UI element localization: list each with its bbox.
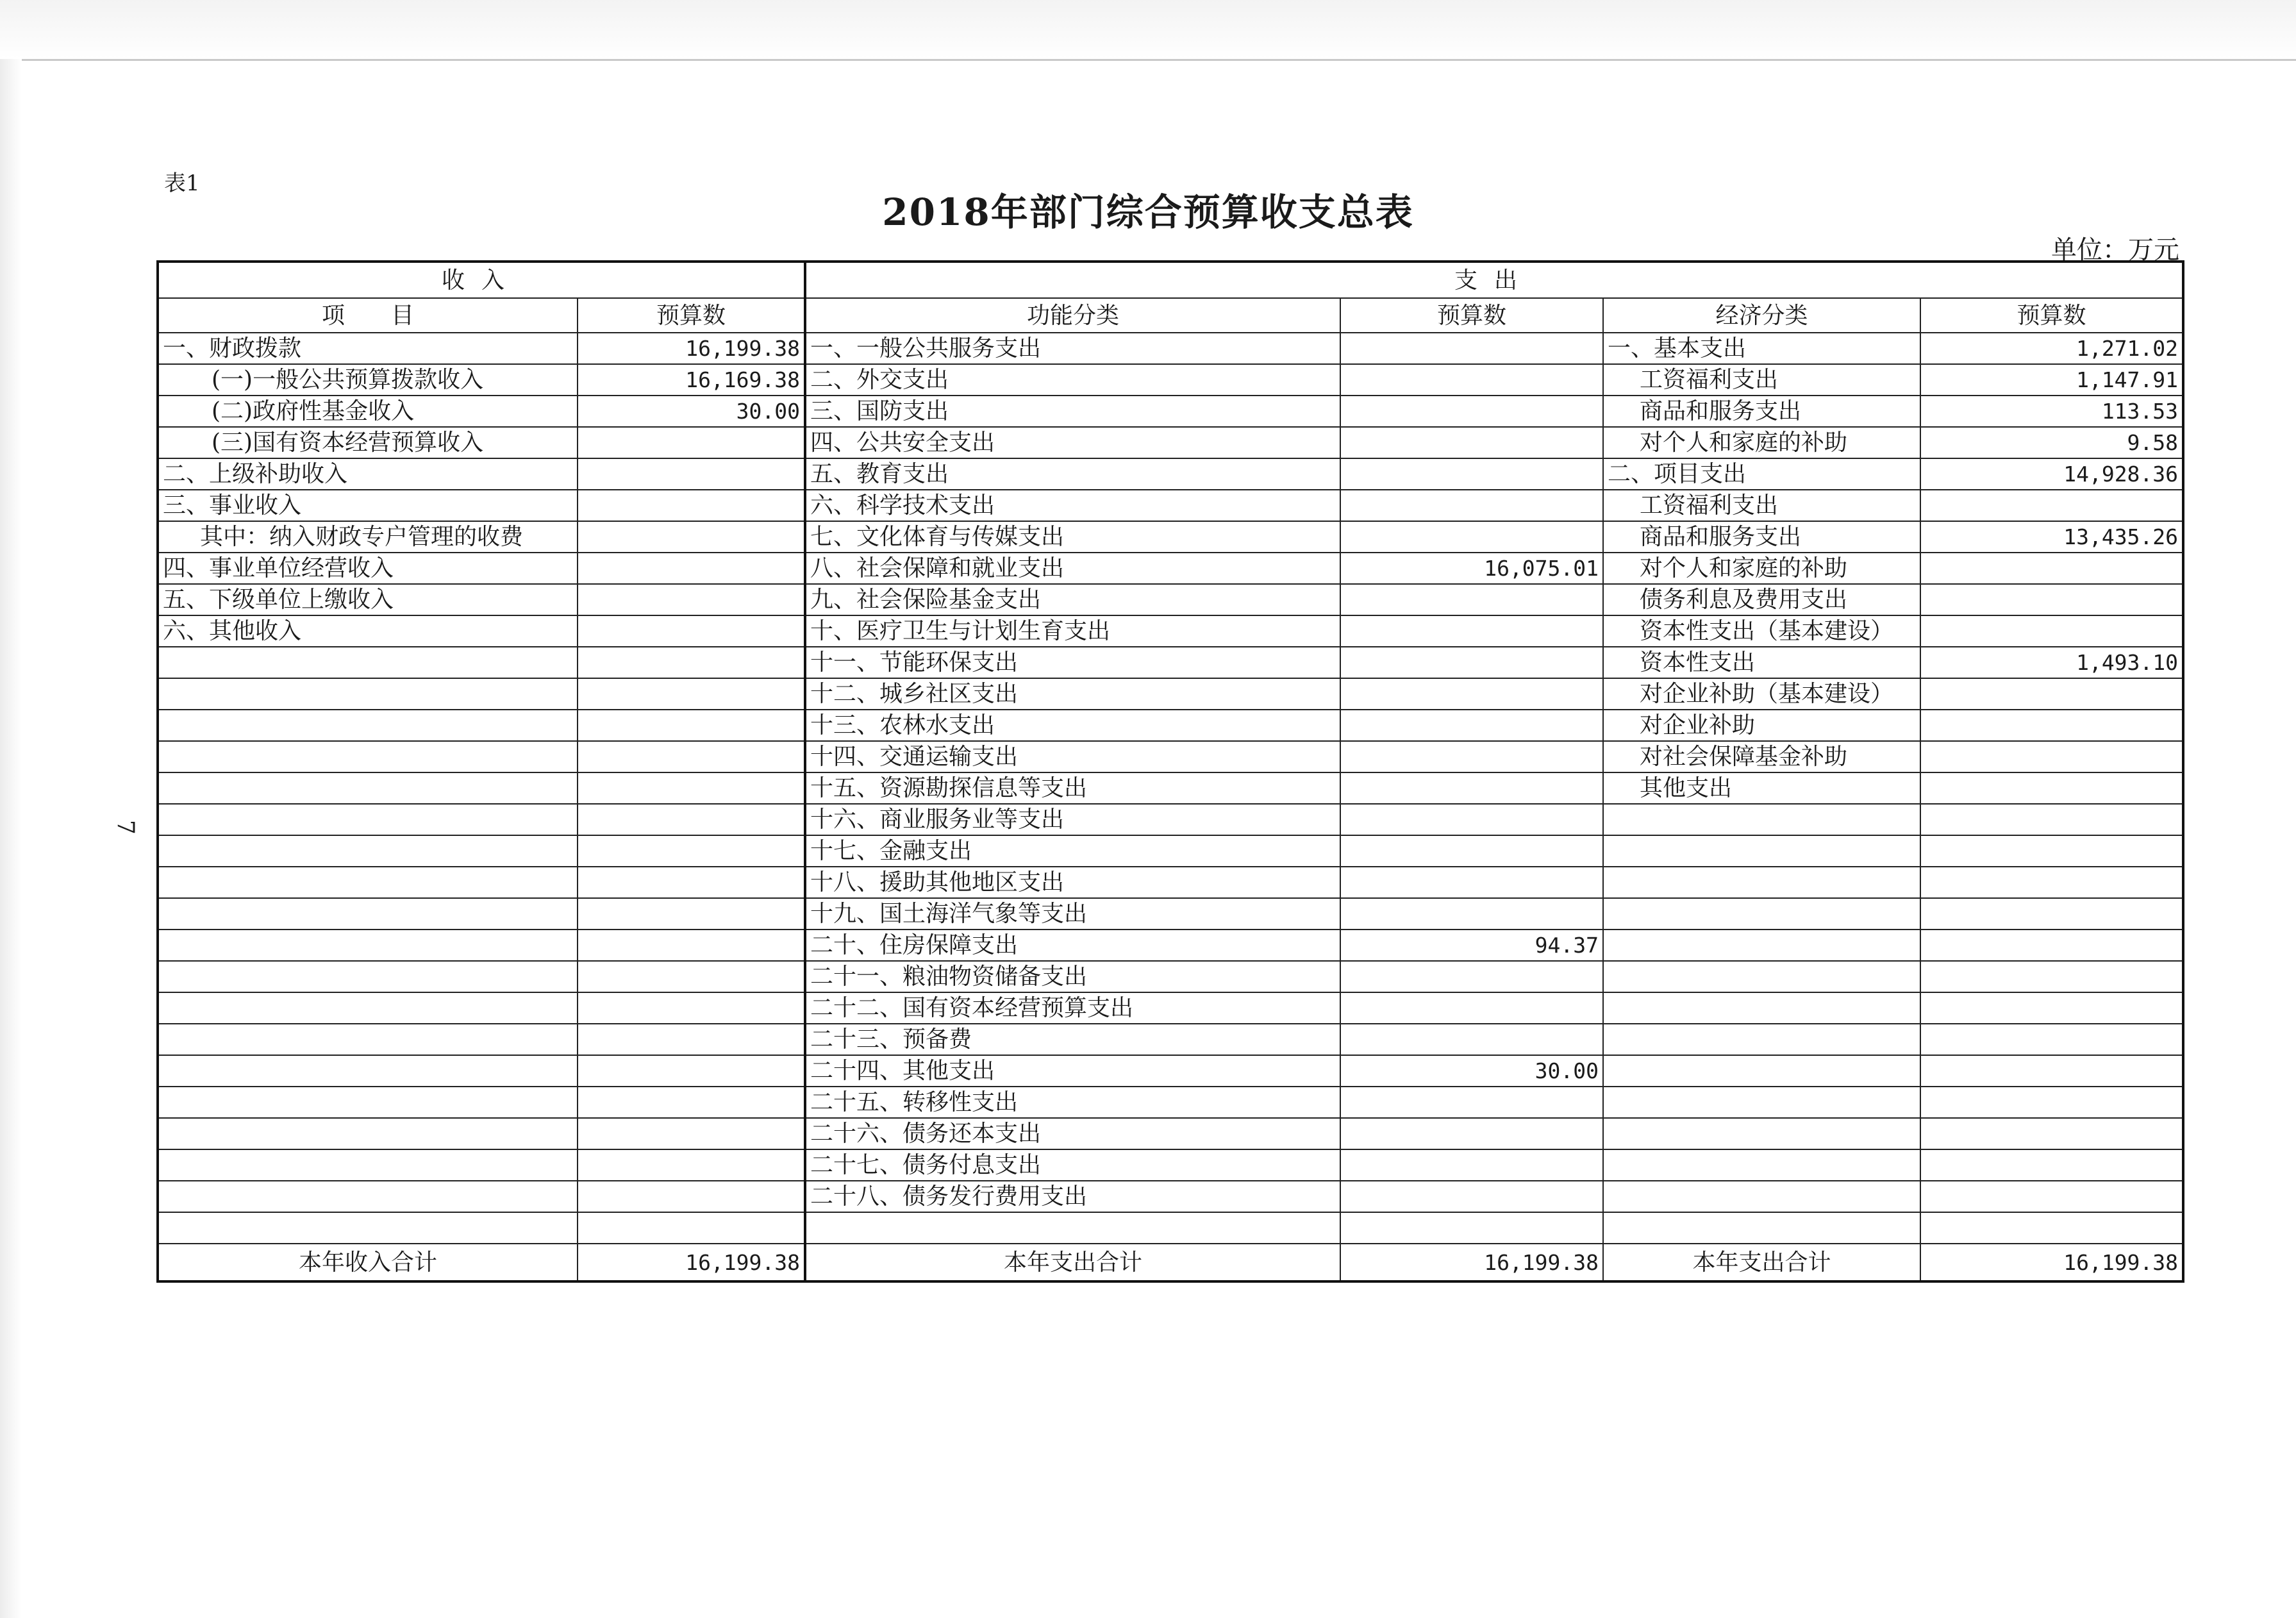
func-item-cell xyxy=(805,1212,1340,1244)
econ-amount-cell xyxy=(1920,584,2183,615)
econ-item-cell xyxy=(1603,835,1920,867)
func-amount-cell xyxy=(1340,490,1603,521)
table-row xyxy=(158,898,2183,930)
econ-amount-cell xyxy=(1920,898,2183,930)
table-row xyxy=(158,772,2183,804)
table-row xyxy=(158,1212,2183,1244)
func-item-cell: 八、社会保障和就业支出 xyxy=(805,553,1340,584)
func-amount-cell xyxy=(1340,427,1603,458)
func-item-cell: 二十七、债务付息支出 xyxy=(805,1149,1340,1181)
income-item-cell: 其中：纳入财政专户管理的收费 xyxy=(158,521,578,553)
expense-group-header: 支出 xyxy=(805,262,2183,298)
func-amount-cell xyxy=(1340,741,1603,772)
econ-amount-cell: 113.53 xyxy=(1920,396,2183,427)
func-amount-cell xyxy=(1340,396,1603,427)
econ-item-cell: 工资福利支出 xyxy=(1603,364,1920,396)
income-group-header: 收入 xyxy=(158,262,805,298)
income-amount-cell: 16,169.38 xyxy=(578,364,805,396)
col-header-econ-item: 经济分类 xyxy=(1603,298,1920,333)
func-item-cell: 十二、城乡社区支出 xyxy=(805,678,1340,710)
income-item-cell xyxy=(158,772,578,804)
func-amount-cell xyxy=(1340,867,1603,898)
func-amount-cell xyxy=(1340,458,1603,490)
table-row xyxy=(158,710,2183,741)
econ-amount-cell: 13,435.26 xyxy=(1920,521,2183,553)
econ-amount-cell xyxy=(1920,710,2183,741)
table-row xyxy=(158,1149,2183,1181)
col-header-income-amount: 预算数 xyxy=(578,298,805,333)
col-header-econ-amount: 预算数 xyxy=(1920,298,2183,333)
econ-item-cell: 对社会保障基金补助 xyxy=(1603,741,1920,772)
page-title: 2018年部门综合预算收支总表 xyxy=(882,190,1414,234)
income-item-cell xyxy=(158,1118,578,1149)
func-amount-cell xyxy=(1340,710,1603,741)
func-item-cell: 十、医疗卫生与计划生育支出 xyxy=(805,615,1340,647)
econ-amount-cell: 1,493.10 xyxy=(1920,647,2183,678)
income-amount-cell xyxy=(578,1024,805,1055)
econ-amount-cell: 9.58 xyxy=(1920,427,2183,458)
econ-item-cell xyxy=(1603,867,1920,898)
income-amount-cell xyxy=(578,835,805,867)
econ-amount-cell xyxy=(1920,1212,2183,1244)
income-amount-cell xyxy=(578,992,805,1024)
scan-left-edge xyxy=(0,59,22,1618)
econ-item-cell: 资本性支出（基本建设） xyxy=(1603,615,1920,647)
income-amount-cell xyxy=(578,1181,805,1212)
func-item-cell: 二十五、转移性支出 xyxy=(805,1087,1340,1118)
income-amount-cell xyxy=(578,1055,805,1087)
func-amount-cell xyxy=(1340,615,1603,647)
group-header-row xyxy=(158,262,2183,298)
table-row xyxy=(158,1024,2183,1055)
income-item-cell xyxy=(158,678,578,710)
income-amount-cell: 16,199.38 xyxy=(578,333,805,364)
income-amount-cell xyxy=(578,804,805,835)
totals-row xyxy=(158,1244,2183,1281)
econ-item-cell: 其他支出 xyxy=(1603,772,1920,804)
econ-item-cell: 工资福利支出 xyxy=(1603,490,1920,521)
col-header-func-amount: 预算数 xyxy=(1340,298,1603,333)
table-row xyxy=(158,427,2183,458)
scan-top-edge xyxy=(0,0,2296,61)
income-item-cell xyxy=(158,1055,578,1087)
func-amount-cell xyxy=(1340,1118,1603,1149)
func-amount-cell xyxy=(1340,772,1603,804)
income-amount-cell xyxy=(578,1118,805,1149)
income-item-cell: (三)国有资本经营预算收入 xyxy=(158,427,578,458)
table-row xyxy=(158,930,2183,961)
func-amount-cell xyxy=(1340,992,1603,1024)
income-amount-cell xyxy=(578,490,805,521)
income-item-cell xyxy=(158,835,578,867)
func-amount-cell xyxy=(1340,1024,1603,1055)
econ-amount-cell xyxy=(1920,553,2183,584)
econ-amount-cell xyxy=(1920,1181,2183,1212)
func-item-cell: 十三、农林水支出 xyxy=(805,710,1340,741)
func-amount-cell xyxy=(1340,1181,1603,1212)
func-amount-cell xyxy=(1340,678,1603,710)
income-item-cell: 五、下级单位上缴收入 xyxy=(158,584,578,615)
func-amount-cell xyxy=(1340,364,1603,396)
econ-item-cell: 二、项目支出 xyxy=(1603,458,1920,490)
income-amount-cell xyxy=(578,772,805,804)
func-item-cell: 二十二、国有资本经营预算支出 xyxy=(805,992,1340,1024)
table-row xyxy=(158,490,2183,521)
income-item-cell xyxy=(158,804,578,835)
func-item-cell: 十六、商业服务业等支出 xyxy=(805,804,1340,835)
budget-table xyxy=(156,260,2184,1283)
income-amount-cell xyxy=(578,930,805,961)
econ-item-cell xyxy=(1603,1181,1920,1212)
income-amount-cell xyxy=(578,898,805,930)
func-item-cell: 二十一、粮油物资储备支出 xyxy=(805,961,1340,992)
func-item-cell: 十四、交通运输支出 xyxy=(805,741,1340,772)
income-amount-cell xyxy=(578,553,805,584)
econ-item-cell xyxy=(1603,1118,1920,1149)
income-amount-cell xyxy=(578,647,805,678)
econ-amount-cell xyxy=(1920,867,2183,898)
econ-item-cell: 商品和服务支出 xyxy=(1603,521,1920,553)
econ-item-cell: 对企业补助（基本建设） xyxy=(1603,678,1920,710)
unit-label: 单位：万元 xyxy=(2051,235,2179,265)
econ-amount-cell: 1,271.02 xyxy=(1920,333,2183,364)
econ-amount-cell xyxy=(1920,992,2183,1024)
table-row xyxy=(158,961,2183,992)
income-amount-cell xyxy=(578,678,805,710)
table-row xyxy=(158,678,2183,710)
income-item-cell: 三、事业收入 xyxy=(158,490,578,521)
income-item-cell xyxy=(158,710,578,741)
income-amount-cell xyxy=(578,521,805,553)
econ-item-cell: 一、基本支出 xyxy=(1603,333,1920,364)
econ-total-amount: 16,199.38 xyxy=(1920,1244,2183,1281)
econ-amount-cell xyxy=(1920,741,2183,772)
income-item-cell xyxy=(158,647,578,678)
func-amount-cell xyxy=(1340,647,1603,678)
table-row xyxy=(158,364,2183,396)
func-item-cell: 二十三、预备费 xyxy=(805,1024,1340,1055)
income-item-cell xyxy=(158,1149,578,1181)
income-item-cell: 一、财政拨款 xyxy=(158,333,578,364)
income-amount-cell xyxy=(578,1212,805,1244)
page-number: 7 xyxy=(112,820,138,835)
econ-amount-cell: 14,928.36 xyxy=(1920,458,2183,490)
income-item-cell: 六、其他收入 xyxy=(158,615,578,647)
func-amount-cell: 16,075.01 xyxy=(1340,553,1603,584)
column-header-row xyxy=(158,298,2183,333)
table-row xyxy=(158,992,2183,1024)
func-amount-cell xyxy=(1340,1087,1603,1118)
econ-item-cell: 对企业补助 xyxy=(1603,710,1920,741)
econ-item-cell xyxy=(1603,1149,1920,1181)
econ-item-cell xyxy=(1603,804,1920,835)
income-amount-cell xyxy=(578,867,805,898)
econ-item-cell xyxy=(1603,1024,1920,1055)
func-amount-cell xyxy=(1340,898,1603,930)
table-row xyxy=(158,333,2183,364)
col-header-func-item: 功能分类 xyxy=(805,298,1340,333)
func-amount-cell xyxy=(1340,521,1603,553)
table-row xyxy=(158,1118,2183,1149)
table-row xyxy=(158,867,2183,898)
func-item-cell: 五、教育支出 xyxy=(805,458,1340,490)
econ-amount-cell xyxy=(1920,772,2183,804)
table-row xyxy=(158,835,2183,867)
income-item-cell xyxy=(158,1087,578,1118)
income-amount-cell xyxy=(578,741,805,772)
income-amount-cell: 30.00 xyxy=(578,396,805,427)
table-label: 表1 xyxy=(164,171,200,196)
income-total-label: 本年收入合计 xyxy=(158,1244,578,1281)
econ-item-cell: 对个人和家庭的补助 xyxy=(1603,553,1920,584)
func-item-cell: 二十四、其他支出 xyxy=(805,1055,1340,1087)
income-item-cell xyxy=(158,741,578,772)
table-row xyxy=(158,647,2183,678)
table-row xyxy=(158,1087,2183,1118)
income-item-cell xyxy=(158,961,578,992)
income-amount-cell xyxy=(578,615,805,647)
econ-amount-cell xyxy=(1920,1087,2183,1118)
econ-amount-cell xyxy=(1920,961,2183,992)
func-item-cell: 二十六、债务还本支出 xyxy=(805,1118,1340,1149)
table-row xyxy=(158,553,2183,584)
econ-item-cell: 对个人和家庭的补助 xyxy=(1603,427,1920,458)
income-amount-cell xyxy=(578,710,805,741)
func-item-cell: 四、公共安全支出 xyxy=(805,427,1340,458)
func-item-cell: 二十、住房保障支出 xyxy=(805,930,1340,961)
income-item-cell: 四、事业单位经营收入 xyxy=(158,553,578,584)
func-amount-cell: 94.37 xyxy=(1340,930,1603,961)
econ-item-cell xyxy=(1603,898,1920,930)
income-item-cell: (二)政府性基金收入 xyxy=(158,396,578,427)
func-item-cell: 十八、援助其他地区支出 xyxy=(805,867,1340,898)
func-item-cell: 十一、节能环保支出 xyxy=(805,647,1340,678)
table-row xyxy=(158,521,2183,553)
income-item-cell xyxy=(158,1181,578,1212)
func-item-cell: 一、一般公共服务支出 xyxy=(805,333,1340,364)
econ-item-cell xyxy=(1603,1055,1920,1087)
econ-item-cell xyxy=(1603,992,1920,1024)
func-item-cell: 九、社会保险基金支出 xyxy=(805,584,1340,615)
table-row xyxy=(158,584,2183,615)
econ-amount-cell xyxy=(1920,930,2183,961)
func-amount-cell: 30.00 xyxy=(1340,1055,1603,1087)
income-amount-cell xyxy=(578,584,805,615)
econ-item-cell xyxy=(1603,961,1920,992)
econ-item-cell xyxy=(1603,1087,1920,1118)
econ-amount-cell xyxy=(1920,1149,2183,1181)
econ-amount-cell xyxy=(1920,615,2183,647)
income-item-cell xyxy=(158,1212,578,1244)
econ-amount-cell xyxy=(1920,835,2183,867)
income-item-cell xyxy=(158,898,578,930)
table-row xyxy=(158,741,2183,772)
income-item-cell xyxy=(158,1024,578,1055)
econ-item-cell: 资本性支出 xyxy=(1603,647,1920,678)
econ-item-cell: 商品和服务支出 xyxy=(1603,396,1920,427)
table-row xyxy=(158,396,2183,427)
func-amount-cell xyxy=(1340,1149,1603,1181)
table-row xyxy=(158,1055,2183,1087)
income-item-cell: 二、上级补助收入 xyxy=(158,458,578,490)
income-amount-cell xyxy=(578,961,805,992)
func-total-amount: 16,199.38 xyxy=(1340,1244,1603,1281)
econ-amount-cell: 1,147.91 xyxy=(1920,364,2183,396)
func-amount-cell xyxy=(1340,804,1603,835)
func-item-cell: 十五、资源勘探信息等支出 xyxy=(805,772,1340,804)
econ-amount-cell xyxy=(1920,1024,2183,1055)
income-item-cell: (一)一般公共预算拨款收入 xyxy=(158,364,578,396)
table-row xyxy=(158,1181,2183,1212)
income-amount-cell xyxy=(578,427,805,458)
econ-item-cell xyxy=(1603,930,1920,961)
func-amount-cell xyxy=(1340,835,1603,867)
income-item-cell xyxy=(158,992,578,1024)
func-amount-cell xyxy=(1340,333,1603,364)
econ-total-label: 本年支出合计 xyxy=(1603,1244,1920,1281)
func-item-cell: 二、外交支出 xyxy=(805,364,1340,396)
func-item-cell: 六、科学技术支出 xyxy=(805,490,1340,521)
func-item-cell: 三、国防支出 xyxy=(805,396,1340,427)
income-item-cell xyxy=(158,930,578,961)
econ-amount-cell xyxy=(1920,1055,2183,1087)
econ-amount-cell xyxy=(1920,1118,2183,1149)
income-amount-cell xyxy=(578,1149,805,1181)
income-item-cell xyxy=(158,867,578,898)
func-amount-cell xyxy=(1340,961,1603,992)
func-item-cell: 二十八、债务发行费用支出 xyxy=(805,1181,1340,1212)
econ-amount-cell xyxy=(1920,804,2183,835)
income-amount-cell xyxy=(578,1087,805,1118)
col-header-income-item: 项 目 xyxy=(158,298,578,333)
func-item-cell: 十七、金融支出 xyxy=(805,835,1340,867)
func-item-cell: 七、文化体育与传媒支出 xyxy=(805,521,1340,553)
func-item-cell: 十九、国土海洋气象等支出 xyxy=(805,898,1340,930)
econ-amount-cell xyxy=(1920,490,2183,521)
func-amount-cell xyxy=(1340,584,1603,615)
income-total-amount: 16,199.38 xyxy=(578,1244,805,1281)
func-total-label: 本年支出合计 xyxy=(805,1244,1340,1281)
econ-item-cell: 债务利息及费用支出 xyxy=(1603,584,1920,615)
table-row xyxy=(158,458,2183,490)
table-row xyxy=(158,615,2183,647)
table-row xyxy=(158,804,2183,835)
income-amount-cell xyxy=(578,458,805,490)
econ-item-cell xyxy=(1603,1212,1920,1244)
econ-amount-cell xyxy=(1920,678,2183,710)
func-amount-cell xyxy=(1340,1212,1603,1244)
